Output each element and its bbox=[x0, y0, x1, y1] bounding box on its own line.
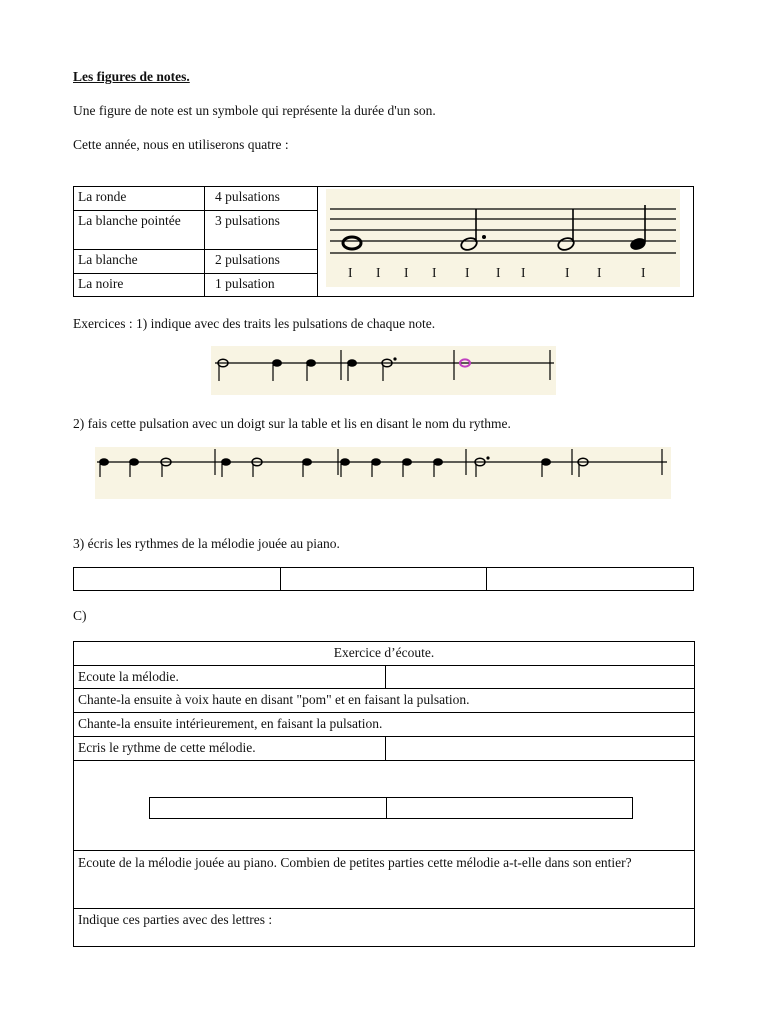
intro-count-text: Cette année, nous en utiliserons quatre : bbox=[73, 137, 289, 152]
half-note bbox=[161, 458, 171, 477]
exercise-1-rhythm bbox=[211, 346, 556, 395]
table-row bbox=[74, 851, 695, 909]
dotted-half-note bbox=[382, 357, 397, 381]
pulse-mark: I bbox=[432, 265, 437, 280]
table-row bbox=[74, 761, 695, 851]
exercise-2-text: 2) fais cette pulsation avec un doigt sur la table et lis en disant le nom du rythme. bbox=[73, 416, 511, 431]
pulse-mark: I bbox=[465, 265, 470, 280]
listening-step-3: Chante-la ensuite intérieurement, en faisant la pulsation. bbox=[74, 713, 695, 737]
note-value: 1 pulsation bbox=[205, 274, 318, 298]
note-figures-table bbox=[74, 187, 318, 297]
pulse-mark: I bbox=[641, 265, 646, 280]
listening-step-4: Ecris le rythme de cette mélodie. bbox=[74, 737, 386, 761]
dotted-half-note bbox=[475, 456, 490, 477]
quarter-note bbox=[302, 458, 312, 477]
pulse-mark: I bbox=[597, 265, 602, 280]
table-row bbox=[74, 689, 695, 713]
note-value: 3 pulsations bbox=[205, 211, 318, 250]
exercise-3-text: 3) écris les rythmes de la mélodie jouée au piano. bbox=[73, 536, 340, 551]
table-row bbox=[74, 274, 318, 298]
half-note bbox=[252, 458, 262, 477]
quarter-note bbox=[541, 458, 551, 477]
pulse-mark: I bbox=[565, 265, 570, 280]
quarter-note bbox=[272, 359, 282, 381]
quarter-note bbox=[129, 458, 139, 477]
exercise-2-rhythm bbox=[95, 447, 671, 499]
table-row bbox=[74, 187, 318, 211]
listening-step-2: Chante-la ensuite à voix haute en disant "pom" et en faisant la pulsation. bbox=[74, 689, 695, 713]
answer-cell[interactable] bbox=[386, 737, 695, 761]
quarter-note bbox=[402, 458, 412, 477]
answer-cell[interactable] bbox=[281, 568, 488, 590]
quarter-note bbox=[340, 458, 350, 477]
table-row bbox=[74, 211, 318, 250]
pulse-mark: I bbox=[521, 265, 526, 280]
answer-cell[interactable] bbox=[150, 798, 387, 818]
rhythm-answer-box bbox=[149, 797, 633, 819]
note-figures-box bbox=[73, 186, 694, 297]
rhythm-writing-area bbox=[74, 761, 695, 851]
quarter-note bbox=[433, 458, 443, 477]
pulse-mark: I bbox=[348, 265, 353, 280]
quarter-note bbox=[221, 458, 231, 477]
listening-exercise-table bbox=[73, 641, 695, 947]
page-heading: Les figures de notes. bbox=[73, 69, 190, 84]
table-row bbox=[74, 909, 695, 947]
listening-step-1: Ecoute la mélodie. bbox=[74, 666, 386, 689]
note-figures-staff bbox=[326, 189, 680, 287]
listening-step-6: Indique ces parties avec des lettres : bbox=[74, 909, 695, 947]
answer-cell[interactable] bbox=[386, 666, 695, 689]
pulse-mark: I bbox=[496, 265, 501, 280]
note-name: La blanche pointée bbox=[74, 211, 205, 250]
exercise-1-text: Exercices : 1) indique avec des traits les pulsations de chaque note. bbox=[73, 316, 436, 331]
note-name: La noire bbox=[74, 274, 205, 298]
intro-text: Une figure de note est un symbole qui représente la durée d'un son. bbox=[73, 103, 436, 118]
quarter-note bbox=[371, 458, 381, 477]
quarter-note bbox=[306, 359, 316, 381]
note-name: La blanche bbox=[74, 250, 205, 274]
answer-cell[interactable] bbox=[387, 798, 632, 818]
pulse-marks bbox=[326, 265, 680, 283]
pulse-mark: I bbox=[404, 265, 409, 280]
table-row bbox=[74, 250, 318, 274]
table-row bbox=[74, 713, 695, 737]
pulse-mark: I bbox=[376, 265, 381, 280]
quarter-note bbox=[99, 458, 109, 477]
quarter-note bbox=[347, 359, 357, 381]
note-value: 4 pulsations bbox=[205, 187, 318, 211]
answer-cell[interactable] bbox=[487, 568, 693, 590]
note-name: La ronde bbox=[74, 187, 205, 211]
table-row bbox=[74, 666, 695, 689]
rhythm-answer-row bbox=[73, 567, 694, 591]
half-note bbox=[578, 458, 588, 477]
note-value: 2 pulsations bbox=[205, 250, 318, 274]
section-c-label: C) bbox=[73, 608, 87, 623]
listening-step-5: Ecoute de la mélodie jouée au piano. Combien de petites parties cette mélodie a-t-elle dans son entier? bbox=[74, 851, 695, 909]
answer-cell[interactable] bbox=[74, 568, 281, 590]
table-row bbox=[74, 737, 695, 761]
whole-note bbox=[343, 237, 361, 249]
table-row bbox=[74, 642, 695, 666]
listening-title: Exercice d’écoute. bbox=[74, 642, 695, 666]
